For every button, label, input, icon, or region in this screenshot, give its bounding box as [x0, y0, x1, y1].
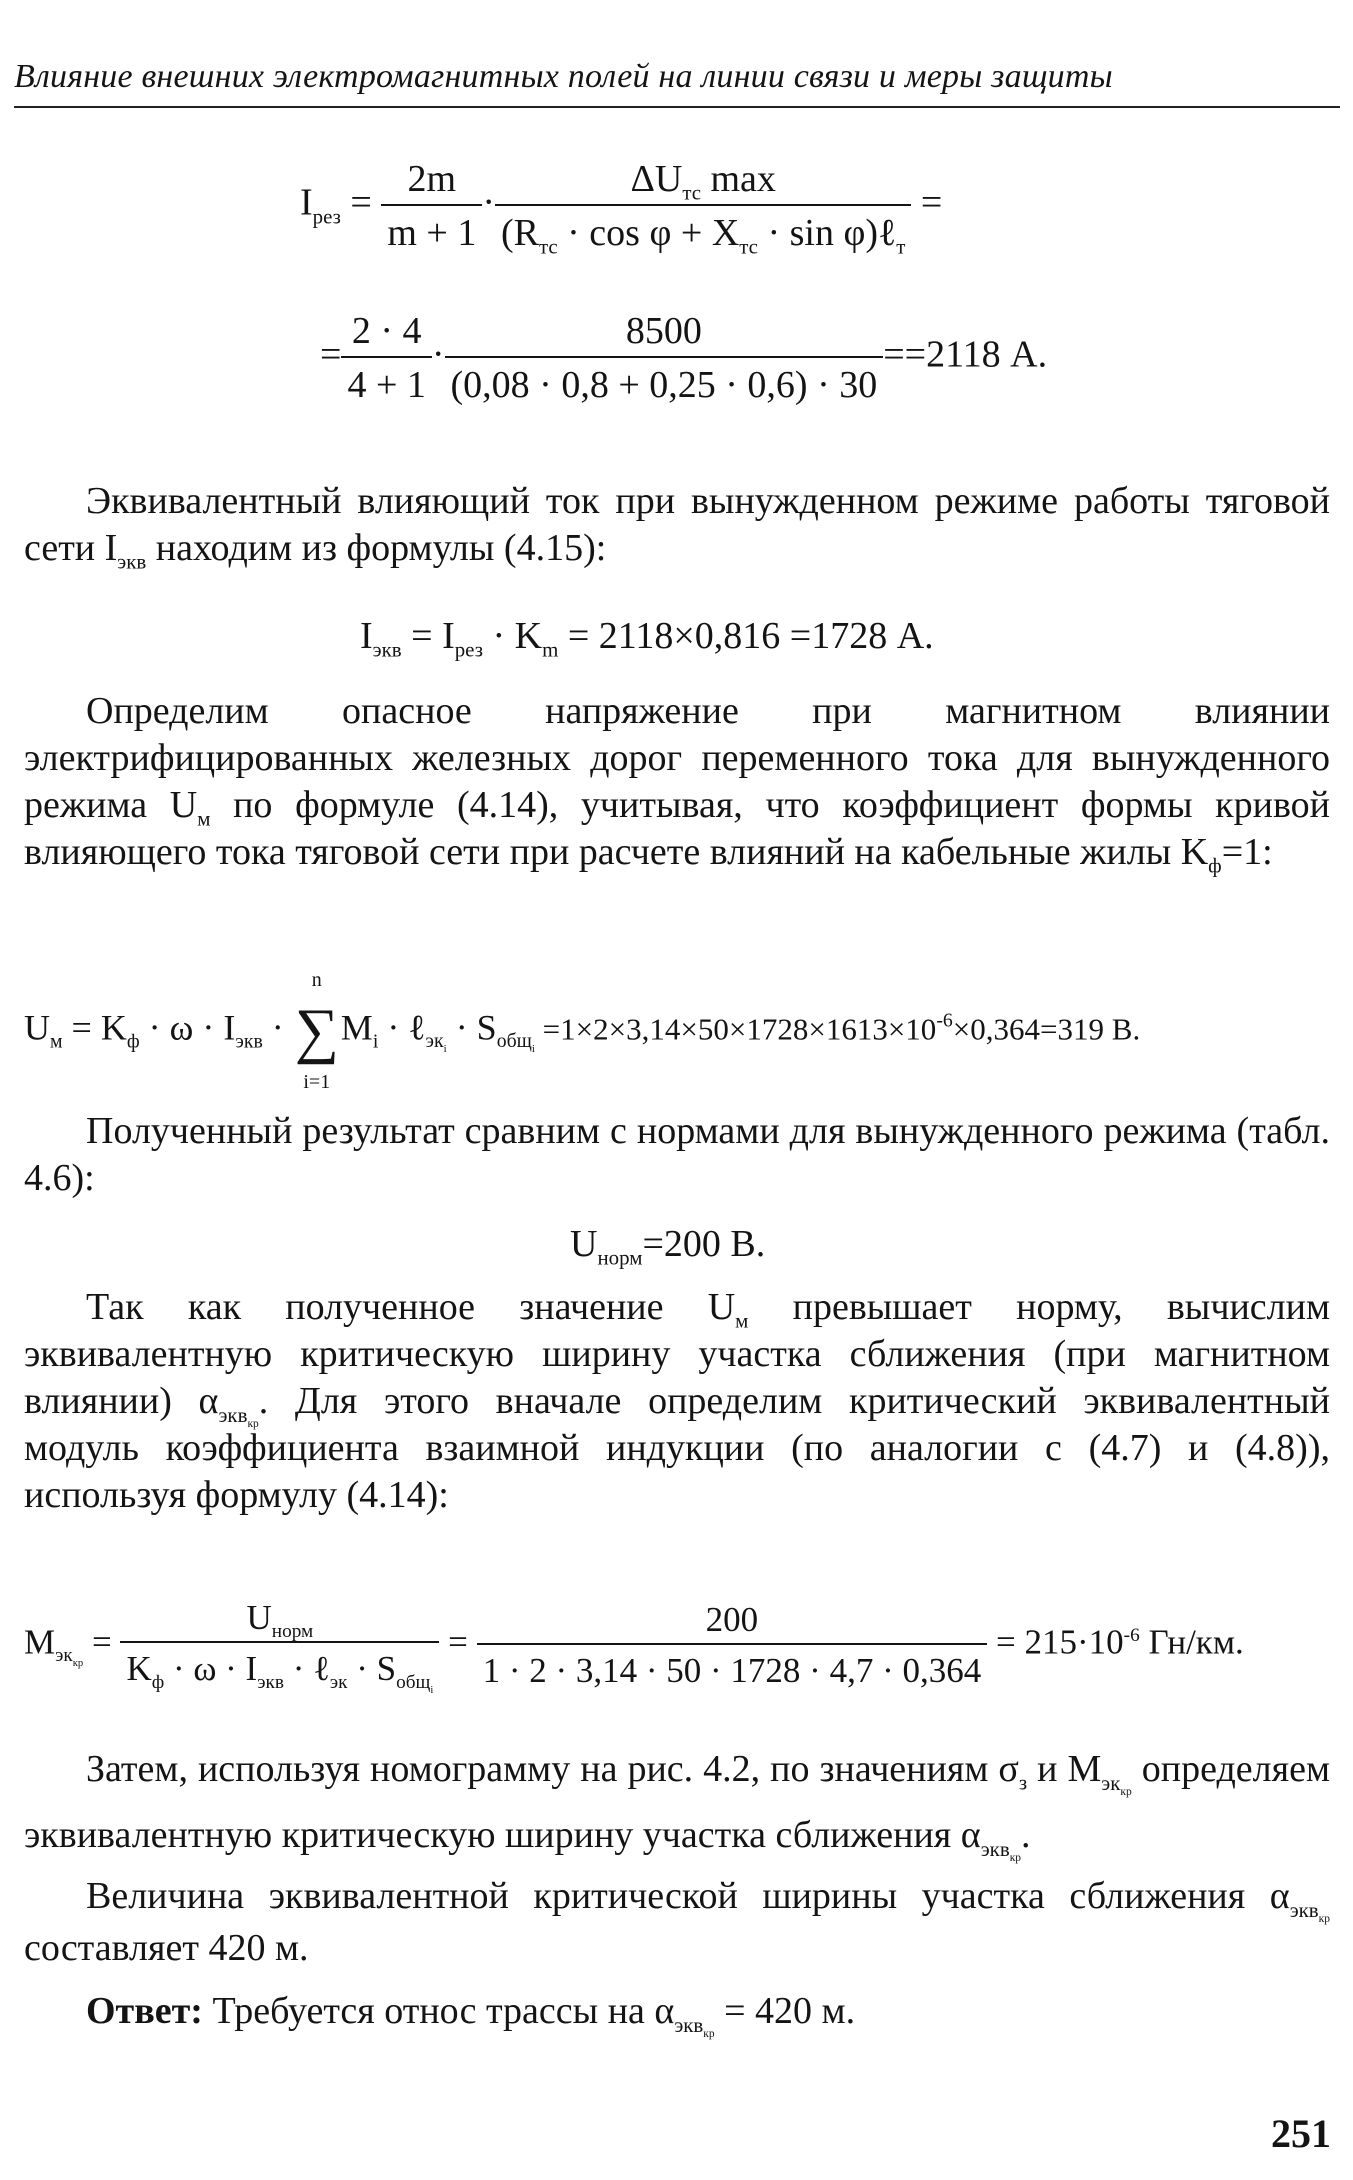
- formula-sub: рез: [454, 637, 483, 662]
- paragraph-text: Затем, используя номограмму на рис. 4.2, по значениям σ: [86, 1748, 1019, 1790]
- fraction-denominator: (0,08 · 0,8 + 0,25 · 0,6) · 30: [445, 356, 884, 404]
- answer-label: Ответ:: [86, 1990, 203, 2032]
- formula-text: U: [570, 1223, 598, 1265]
- formula-sub: экв: [372, 637, 402, 662]
- paragraph-text: превышает норму, вычислим эквивалентную критическую ширину участка сближения (при магнитном влиянии) α: [24, 1286, 1330, 1422]
- formula-text: U: [246, 1598, 272, 1637]
- formula-sub: экв: [257, 1672, 284, 1693]
- header-rule: [14, 106, 1340, 108]
- formula-subsub: кр: [1318, 1912, 1330, 1925]
- formula-text: экв: [674, 2012, 704, 2037]
- formula-unorm: [570, 1222, 766, 1270]
- formula-text: = K: [62, 1007, 127, 1048]
- formula-sup: -6: [936, 1009, 953, 1032]
- formula-text: M: [340, 1007, 373, 1048]
- formula-sub: м: [735, 1308, 749, 1333]
- fraction: [120, 1598, 439, 1696]
- formula-text: ΔU: [630, 158, 683, 200]
- formula-text: · S: [446, 1007, 497, 1048]
- formula-sub: [218, 1402, 259, 1430]
- formula-text: =200 В.: [642, 1223, 766, 1265]
- formula-subsub: кр: [72, 1658, 84, 1670]
- formula-sub: [55, 1645, 84, 1670]
- paragraph: [24, 1736, 1330, 1868]
- fraction: [495, 158, 911, 259]
- fraction-denominator: [120, 1641, 439, 1696]
- formula-text: Гн/км.: [1139, 1622, 1244, 1662]
- formula-sub: з: [1018, 1770, 1028, 1795]
- formula-subsub: кр: [1009, 1851, 1022, 1864]
- formula-text: ·: [262, 1007, 293, 1048]
- formula-text: =: [340, 181, 382, 224]
- fraction-numerator: 200: [705, 1600, 759, 1640]
- formula-text: = 2118×0,816 =1728 А.: [558, 615, 934, 657]
- sigma-symbol: ∑: [294, 997, 339, 1065]
- formula-sub: [980, 1836, 1022, 1864]
- formula-text: I: [360, 615, 373, 657]
- formula-text: экв: [218, 1402, 248, 1427]
- formula-text: ×0,364=319 В.: [952, 1011, 1141, 1047]
- formula-text: общ: [496, 1030, 532, 1053]
- formula-text: (R: [500, 212, 539, 254]
- formula-sub: м: [197, 806, 211, 831]
- formula-text: · ℓ: [378, 1007, 426, 1048]
- formula-sub: [1101, 1770, 1132, 1798]
- formula-text: = I: [401, 615, 455, 657]
- formula-text: · S: [347, 1649, 397, 1688]
- formula-sub: экв: [117, 549, 147, 574]
- formula-text: эк: [1101, 1770, 1121, 1795]
- formula-text: max: [701, 158, 776, 200]
- formula-text: эк: [55, 1645, 73, 1667]
- formula-sub: [396, 1672, 434, 1696]
- fraction: [477, 1600, 988, 1691]
- sum-lower-limit: i=1: [303, 1071, 331, 1093]
- formula-sub: т: [896, 234, 906, 259]
- running-header: Влияние внешних электромагнитных полей на линии связи и меры защиты: [14, 58, 1113, 95]
- formula-sub: [496, 1030, 535, 1056]
- formula-sub: ф: [151, 1672, 165, 1693]
- sum-upper-limit: n: [311, 969, 322, 991]
- paragraph: [24, 1108, 1330, 1202]
- formula-subsub: i: [531, 1043, 535, 1056]
- formula-text: · cos φ + X: [557, 212, 740, 254]
- formula-subsub: i: [443, 1043, 447, 1056]
- formula-text: = 215·10: [987, 1622, 1124, 1662]
- answer-line: [24, 1988, 1330, 2040]
- paragraph-text: Величина эквивалентной критической ширины участка сближения α: [86, 1875, 1290, 1917]
- paragraph: [24, 478, 1330, 572]
- formula-text: =: [439, 1622, 477, 1662]
- fraction-denominator: 1 · 2 · 3,14 · 50 · 1728 · 4,7 · 0,364: [477, 1643, 988, 1688]
- page-number: 251: [1271, 2111, 1331, 2156]
- paragraph-text: составляет 420 м.: [24, 1927, 309, 1969]
- formula-text: общ: [396, 1672, 431, 1693]
- fraction-numerator: 2m: [407, 158, 457, 200]
- formula-text: =: [911, 181, 943, 224]
- paragraph-text: Так как полученное значение U: [86, 1286, 736, 1328]
- formula-sub: тс: [538, 234, 558, 259]
- formula-text: · ℓ: [283, 1649, 330, 1688]
- fraction-numerator: [495, 160, 911, 204]
- paragraph-text: находим из формулы (4.15):: [146, 527, 607, 569]
- formula-text: ==2118 А.: [883, 333, 1048, 376]
- formula-text: M: [24, 1622, 56, 1662]
- paragraph-text: =1:: [1221, 831, 1273, 873]
- formula-um: [24, 969, 1141, 1093]
- formula-text: =: [320, 333, 342, 376]
- formula-ires-calc: [320, 312, 1047, 404]
- formula-text: экв: [980, 1836, 1010, 1861]
- formula-text: эк: [425, 1030, 444, 1053]
- formula-sub: [1289, 1897, 1330, 1925]
- formula-sub: i: [372, 1030, 379, 1053]
- formula-text: · ω · I: [139, 1007, 236, 1048]
- formula-text: экв: [1289, 1897, 1319, 1922]
- fraction-denominator: 4 + 1: [341, 356, 431, 404]
- paragraph: [24, 688, 1330, 876]
- paragraph-text: Требуется относ трассы на α: [202, 1990, 675, 2032]
- formula-text: U: [24, 1007, 50, 1048]
- formula-text: K: [126, 1649, 152, 1688]
- formula-text: =: [83, 1622, 121, 1662]
- paragraph-text: Эквивалентный влияющий ток при вынужденном режиме работы тяговой сети I: [24, 480, 1330, 569]
- formula-sub: м: [50, 1030, 63, 1053]
- paragraph: [24, 1284, 1330, 1519]
- formula-sub: m: [542, 637, 559, 662]
- paragraph-text: Полученный результат сравним с нормами для вынужденного режима (табл. 4.6):: [24, 1110, 1330, 1199]
- fraction-numerator: [120, 1600, 439, 1641]
- formula-sub: норм: [597, 1245, 643, 1270]
- formula-sub: норм: [271, 1621, 314, 1642]
- formula-sub: экв: [235, 1030, 263, 1053]
- formula-mek: [24, 1598, 1244, 1696]
- paragraph-text: определяем эквивалентную критическую ширину участка сближения α: [24, 1748, 1330, 1856]
- formula-iekv: [360, 614, 934, 662]
- formula-sub: эк: [329, 1672, 348, 1693]
- formula-sub: тс: [682, 180, 701, 205]
- fraction-numerator: 8500: [625, 310, 702, 352]
- formula-sub: [674, 2012, 715, 2040]
- formula-text: · ω · I: [164, 1649, 258, 1688]
- formula-sub: тс: [739, 234, 758, 259]
- paragraph-text: = 420 м.: [714, 1990, 856, 2032]
- paragraph-text: по формуле (4.14), учитывая, что коэффициент формы кривой влияющего тока тяговой сети при расчете влияний на кабельные жилы K: [24, 784, 1330, 873]
- paragraph-text: . Для этого вначале определим критический эквивалентный модуль коэффициента взаимной индукции (по аналогии с (4.7) и (4.8)), используя формулу (4.14):: [24, 1380, 1330, 1516]
- formula-sub: рез: [312, 204, 341, 229]
- formula-subsub: i: [430, 1684, 434, 1696]
- summation-sign: [293, 969, 341, 1093]
- formula-text: =1×2×3,14×50×1728×1613×10: [534, 1011, 937, 1047]
- fraction: [341, 312, 431, 404]
- formula-sup: -6: [1123, 1624, 1140, 1646]
- formula-subsub: кр: [247, 1417, 259, 1430]
- paragraph-text: .: [1021, 1814, 1031, 1856]
- formula-subsub: кр: [1120, 1785, 1132, 1798]
- fraction-denominator: [495, 204, 911, 259]
- fraction: [445, 312, 884, 404]
- fraction-denominator: m + 1: [381, 204, 482, 252]
- formula-text: · sin φ)ℓ: [757, 212, 897, 254]
- formula-sub: ф: [126, 1030, 140, 1053]
- formula-ires: [300, 158, 943, 259]
- formula-sub: [425, 1030, 447, 1056]
- formula-subsub: кр: [703, 2027, 715, 2040]
- formula-text: · K: [482, 615, 543, 657]
- paragraph-text: и M: [1027, 1748, 1102, 1790]
- formula-text: ·: [482, 181, 495, 224]
- fraction-numerator: 2 · 4: [351, 310, 422, 352]
- fraction: [381, 160, 482, 252]
- formula-text: I: [300, 181, 313, 224]
- paragraph: [24, 1870, 1330, 1974]
- formula-text: ·: [431, 333, 445, 376]
- formula-sub: ф: [1208, 853, 1222, 878]
- paragraph-text: Определим опасное напряжение при магнитном влиянии электрифицированных железных дорог переменного тока для вынужденного режима U: [24, 690, 1330, 826]
